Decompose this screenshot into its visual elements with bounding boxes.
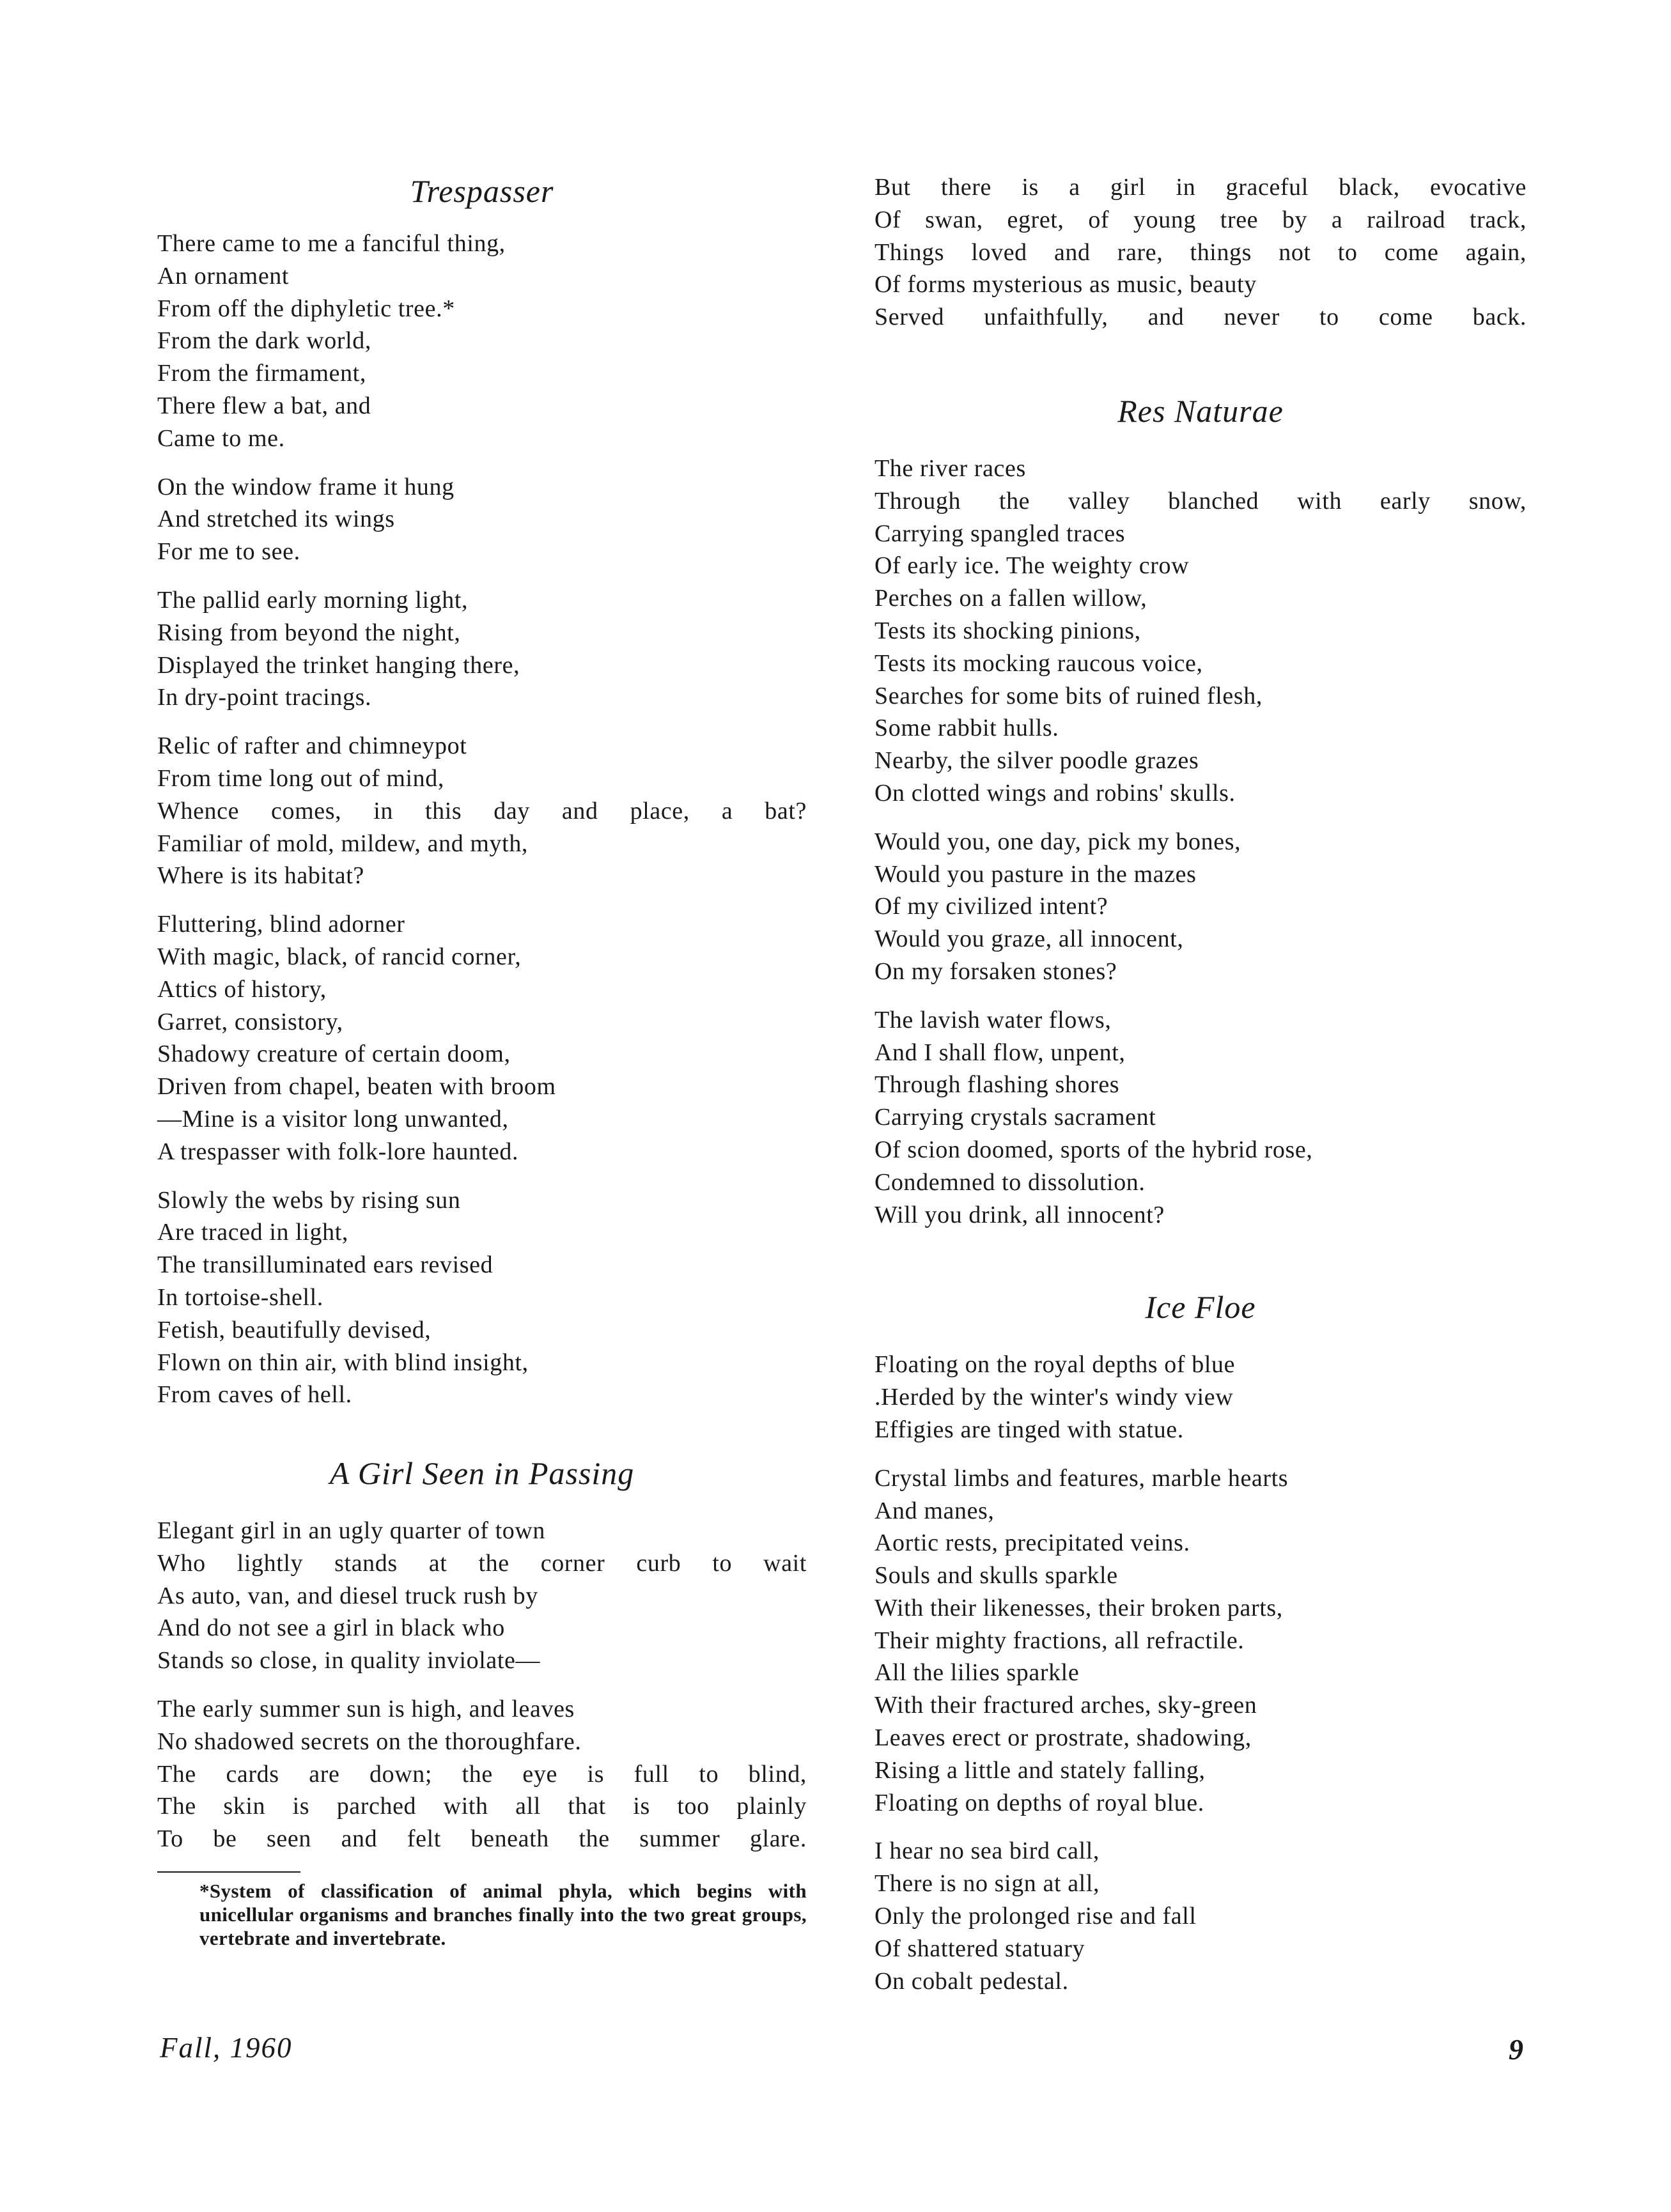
poem-line: On clotted wings and robins' skulls.: [874, 779, 1236, 807]
poem-line: Souls and skulls sparkle: [874, 1562, 1118, 1589]
poem-line: I hear no sea bird call,: [874, 1837, 1100, 1865]
poem-line: Who lightly stands at the corner curb to wait: [157, 1549, 807, 1577]
stanza: [157, 584, 807, 714]
poem-line: With their fractured arches, sky-green: [874, 1692, 1257, 1719]
stanza: [157, 1515, 807, 1677]
poem-line: Whence comes, in this day and place, a bat?: [157, 797, 807, 824]
poem-res-naturae: [874, 391, 1527, 1231]
poem-line: And I shall flow, unpent,: [874, 1039, 1126, 1066]
poem-line: There flew a bat, and: [157, 392, 371, 419]
poem-line: On my forsaken stones?: [874, 957, 1117, 985]
poem-line: Crystal limbs and features, marble hearts: [874, 1464, 1289, 1492]
stanza: [874, 1462, 1527, 1820]
poem-line: Of scion doomed, sports of the hybrid rose,: [874, 1136, 1313, 1163]
stanza: [157, 228, 807, 455]
stanza: [157, 908, 807, 1168]
poem-line: Rising from beyond the night,: [157, 619, 461, 646]
poem-title: Res Naturae: [1117, 392, 1284, 429]
poem-line: —Mine is a visitor long unwanted,: [157, 1105, 509, 1133]
page-number: 9: [1509, 2033, 1523, 2066]
poem-line: The transilluminated ears revised: [157, 1251, 494, 1279]
poem-line: Carrying crystals sacrament: [874, 1104, 1156, 1131]
stanza: [157, 1184, 807, 1412]
poem-line: Rising a little and stately falling,: [874, 1756, 1206, 1784]
poem-line: All the lilies sparkle: [874, 1659, 1080, 1687]
poem-title: Trespasser: [410, 173, 554, 209]
stanza: [157, 471, 807, 568]
poem-line: As auto, van, and diesel truck rush by: [157, 1582, 538, 1609]
poem-line: Their mighty fractions, all refractile.: [874, 1627, 1245, 1654]
poem-line: Floating on depths of royal blue.: [874, 1789, 1204, 1816]
poem-line: Would you pasture in the mazes: [874, 860, 1197, 888]
poem-line: Things loved and rare, things not to come again,: [874, 238, 1527, 266]
poem-line: Attics of history,: [157, 975, 327, 1003]
poem-line: Only the prolonged rise and fall: [874, 1903, 1197, 1930]
poem-line: In dry-point tracings.: [157, 684, 372, 711]
poem-line: But there is a girl in graceful black, evocative: [874, 174, 1527, 201]
poem-line: To be seen and felt beneath the summer glare.: [157, 1825, 807, 1853]
poem-line: From caves of hell.: [157, 1381, 352, 1409]
poem-line: Served unfaithfully, and never to come back.: [874, 304, 1527, 331]
poem-line: Shadowy creature of certain doom,: [157, 1040, 511, 1068]
poem-line: And do not see a girl in black who: [157, 1614, 505, 1642]
poem-line: The pallid early morning light,: [157, 586, 469, 614]
right-column: [874, 171, 1527, 2013]
poem-line: Of early ice. The weighty crow: [874, 552, 1190, 580]
poem-line: Condemned to dissolution.: [874, 1168, 1146, 1196]
poem-line: From the firmament,: [157, 360, 366, 387]
poem-line: Of shattered statuary: [874, 1935, 1085, 1962]
poem-line: Driven from chapel, beaten with broom: [157, 1073, 556, 1101]
poem-line: Fluttering, blind adorner: [157, 911, 405, 938]
poem-title: A Girl Seen in Passing: [329, 1455, 635, 1492]
poem-line: Perches on a fallen willow,: [874, 585, 1147, 612]
stanza: [874, 1835, 1527, 1997]
poem-line: Tests its mocking raucous voice,: [874, 649, 1203, 677]
stanza: [874, 1004, 1527, 1232]
poem-line: On the window frame it hung: [157, 473, 455, 500]
poem-line: Carrying spangled traces: [874, 520, 1126, 547]
poem-line: Came to me.: [157, 424, 285, 452]
poem-line: Of forms mysterious as music, beauty: [874, 271, 1257, 298]
poem-line: Searches for some bits of ruined flesh,: [874, 682, 1263, 709]
stanza: [157, 730, 807, 892]
stanza: [157, 1693, 807, 1855]
poem-girl-continued-stanza: [874, 171, 1527, 334]
poem-line: Effigies are tinged with statue.: [874, 1416, 1184, 1443]
poem-line: No shadowed secrets on the thoroughfare.: [157, 1728, 582, 1755]
poem-girl-seen-in-passing: [157, 1453, 807, 1855]
stanza: [874, 452, 1527, 810]
poem-line: Floating on the royal depths of blue: [874, 1351, 1236, 1379]
poem-trespasser: [157, 171, 807, 1411]
poem-line: And stretched its wings: [157, 506, 395, 533]
footer-date: Fall, 1960: [160, 2032, 293, 2064]
footnote-divider: [157, 1871, 300, 1873]
poem-line: In tortoise-shell.: [157, 1283, 323, 1311]
poem-line: Of swan, egret, of young tree by a railroad track,: [874, 206, 1527, 233]
poem-line: Familiar of mold, mildew, and myth,: [157, 830, 529, 857]
poem-line: The river races: [874, 454, 1026, 482]
poem-line: A trespasser with folk-lore haunted.: [157, 1138, 519, 1165]
poem-line: Flown on thin air, with blind insight,: [157, 1349, 529, 1376]
poem-line: From the dark world,: [157, 327, 371, 355]
poem-line: The lavish water flows,: [874, 1006, 1112, 1033]
poem-line: Would you, one day, pick my bones,: [874, 828, 1241, 855]
poem-line: Fetish, beautifully devised,: [157, 1316, 431, 1343]
stanza: [874, 1349, 1527, 1446]
poem-ice-floe: [874, 1287, 1527, 1997]
poem-line: Of my civilized intent?: [874, 893, 1108, 920]
poem-line: Garret, consistory,: [157, 1008, 343, 1035]
poem-line: Where is its habitat?: [157, 862, 364, 890]
poem-line: The cards are down; the eye is full to blind,: [157, 1760, 807, 1788]
poem-line: Some rabbit hulls.: [874, 715, 1059, 742]
poem-line: There is no sign at all,: [874, 1870, 1100, 1898]
poem-line: The early summer sun is high, and leaves: [157, 1696, 575, 1723]
poem-line: Slowly the webs by rising sun: [157, 1186, 461, 1214]
poem-line: Tests its shocking pinions,: [874, 617, 1141, 644]
poem-line: An ornament: [157, 262, 290, 290]
poem-line: Relic of rafter and chimneypot: [157, 732, 467, 760]
poem-line: Displayed the trinket hanging there,: [157, 651, 520, 679]
poem-line: From off the diphyletic tree.*: [157, 295, 455, 322]
poem-line: Through flashing shores: [874, 1071, 1120, 1099]
poem-line: Leaves erect or prostrate, shadowing,: [874, 1724, 1252, 1752]
poem-line: Stands so close, in quality inviolate—: [157, 1647, 541, 1674]
poem-line: Will you drink, all innocent?: [874, 1201, 1165, 1228]
poem-line: With magic, black, of rancid corner,: [157, 943, 522, 970]
poem-line: On cobalt pedestal.: [874, 1967, 1069, 1995]
poem-line: Nearby, the silver poodle grazes: [874, 747, 1199, 775]
poem-line: From time long out of mind,: [157, 764, 444, 792]
poem-line: Elegant girl in an ugly quarter of town: [157, 1517, 545, 1545]
poem-line: Aortic rests, precipitated veins.: [874, 1529, 1190, 1557]
poem-line: For me to see.: [157, 538, 300, 566]
left-column: [157, 171, 807, 1950]
poem-line: There came to me a fanciful thing,: [157, 230, 506, 257]
poem-line: And manes,: [874, 1497, 995, 1524]
footnote: *System of classification of animal phyla, which begins with unicellular organisms and branches finally into the two great groups, vertebrate and invertebrate.: [199, 1880, 807, 1950]
poem-title: Ice Floe: [1145, 1289, 1256, 1326]
poem-line: Are traced in light,: [157, 1219, 349, 1246]
poem-line: The skin is parched with all that is too plainly: [157, 1793, 807, 1820]
poem-line: Through the valley blanched with early snow,: [874, 487, 1527, 514]
poem-line: .Herded by the winter's windy view: [874, 1384, 1234, 1411]
poem-line: With their likenesses, their broken parts,: [874, 1594, 1283, 1621]
poem-line: Would you graze, all innocent,: [874, 925, 1184, 953]
stanza: [874, 826, 1527, 988]
